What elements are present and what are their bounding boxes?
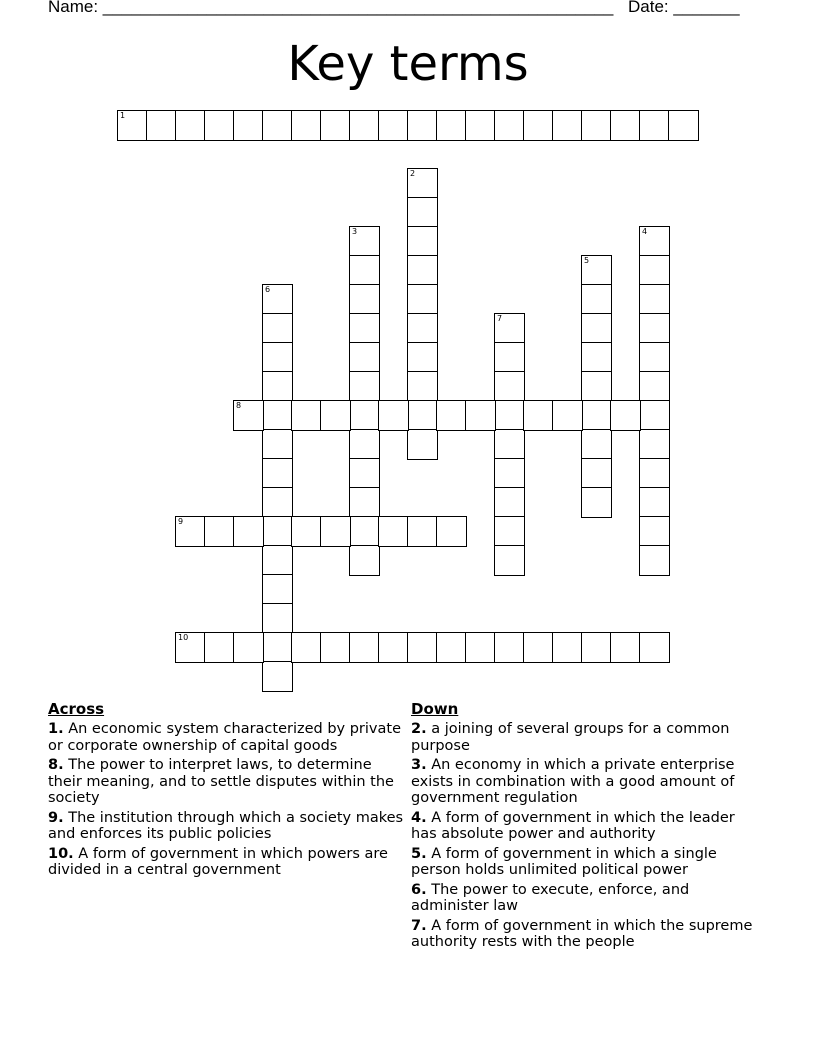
crossword-cell[interactable]	[262, 371, 293, 402]
crossword-cell[interactable]	[639, 632, 670, 663]
crossword-cell[interactable]	[378, 110, 409, 141]
crossword-cell[interactable]	[494, 458, 525, 489]
crossword-cell[interactable]	[262, 661, 293, 692]
crossword-cell[interactable]	[610, 632, 641, 663]
crossword-cell[interactable]	[262, 632, 293, 663]
name-field-label: Name: ______________________________________________________	[48, 0, 614, 16]
crossword-cell[interactable]	[494, 313, 525, 344]
crossword-cell[interactable]	[407, 255, 438, 286]
clue-down-7: 7. A form of government in which the supreme authority rests with the people	[411, 917, 753, 950]
clue-across-10: 10. A form of government in which powers are divided in a central government	[48, 845, 388, 878]
crossword-cell[interactable]	[349, 342, 380, 373]
crossword-cell[interactable]	[320, 110, 351, 141]
crossword-cell[interactable]	[233, 632, 264, 663]
crossword-cell[interactable]	[146, 110, 177, 141]
crossword-cell[interactable]	[523, 632, 554, 663]
crossword-cell[interactable]	[320, 632, 351, 663]
crossword-cell[interactable]	[349, 110, 380, 141]
crossword-cell[interactable]	[407, 226, 438, 257]
crossword-cell[interactable]	[349, 400, 380, 431]
crossword-cell[interactable]	[639, 226, 670, 257]
crossword-cell[interactable]	[407, 371, 438, 402]
crossword-cell[interactable]	[407, 429, 438, 460]
crossword-cell[interactable]	[581, 429, 612, 460]
crossword-cell[interactable]	[407, 342, 438, 373]
crossword-cell[interactable]	[581, 400, 612, 431]
crossword-cell[interactable]	[349, 284, 380, 315]
crossword-cell[interactable]	[407, 632, 438, 663]
cell-number: 8	[236, 401, 242, 410]
crossword-cell[interactable]	[233, 400, 264, 431]
crossword-cell[interactable]	[320, 400, 351, 431]
crossword-cell[interactable]	[378, 632, 409, 663]
crossword-cell[interactable]	[262, 342, 293, 373]
crossword-cell[interactable]	[494, 487, 525, 518]
crossword-cell[interactable]	[407, 197, 438, 228]
crossword-cell[interactable]	[494, 400, 525, 431]
crossword-cell[interactable]	[349, 313, 380, 344]
clue-down-4: 4. A form of government in which the leader has absolute power and authority	[411, 809, 735, 842]
crossword-cell[interactable]	[552, 632, 583, 663]
crossword-cell[interactable]	[291, 632, 322, 663]
crossword-cell[interactable]	[291, 516, 322, 547]
crossword-cell[interactable]	[581, 255, 612, 286]
crossword-cell[interactable]	[117, 110, 148, 141]
crossword-cell[interactable]	[262, 545, 293, 576]
crossword-cell[interactable]	[262, 429, 293, 460]
cell-number: 9	[178, 517, 184, 526]
crossword-cell[interactable]	[581, 284, 612, 315]
crossword-cell[interactable]	[262, 516, 293, 547]
crossword-cell[interactable]	[175, 110, 206, 141]
crossword-cell[interactable]	[581, 632, 612, 663]
clue-across-9: 9. The institution through which a society makes and enforces its public policies	[48, 809, 404, 842]
crossword-cell[interactable]	[407, 168, 438, 199]
crossword-cell[interactable]	[639, 545, 670, 576]
crossword-cell[interactable]	[523, 110, 554, 141]
crossword-cell[interactable]	[175, 632, 206, 663]
cell-number: 10	[178, 633, 189, 642]
crossword-cell[interactable]	[639, 429, 670, 460]
crossword-cell[interactable]	[668, 110, 699, 141]
crossword-cell[interactable]	[407, 110, 438, 141]
crossword-cell[interactable]	[436, 632, 467, 663]
clue-down-5: 5. A form of government in which a single person holds unlimited political power	[411, 845, 717, 878]
crossword-cell[interactable]	[204, 516, 235, 547]
crossword-cell[interactable]	[349, 371, 380, 402]
crossword-cell[interactable]	[552, 400, 583, 431]
crossword-cell[interactable]	[378, 516, 409, 547]
crossword-cell[interactable]	[436, 516, 467, 547]
crossword-cell[interactable]	[349, 255, 380, 286]
crossword-cell[interactable]	[349, 487, 380, 518]
clue-down-6: 6. The power to execute, enforce, and administer law	[411, 881, 690, 914]
crossword-cell[interactable]	[436, 110, 467, 141]
crossword-cell[interactable]	[349, 545, 380, 576]
crossword-cell[interactable]	[349, 632, 380, 663]
down-heading: Down	[411, 700, 459, 718]
clue-across-8: 8. The power to interpret laws, to determine their meaning, and to settle disputes within the society	[48, 757, 394, 806]
crossword-cell[interactable]	[204, 632, 235, 663]
crossword-cell[interactable]	[349, 226, 380, 257]
page-title: Key terms	[287, 36, 529, 92]
crossword-cell[interactable]	[407, 516, 438, 547]
crossword-cell[interactable]	[581, 313, 612, 344]
crossword-cell[interactable]	[378, 400, 409, 431]
crossword-cell[interactable]	[465, 110, 496, 141]
crossword-cell[interactable]	[407, 400, 438, 431]
crossword-cell[interactable]	[465, 632, 496, 663]
crossword-cell[interactable]	[291, 110, 322, 141]
crossword-cell[interactable]	[349, 458, 380, 489]
crossword-cell[interactable]	[204, 110, 235, 141]
crossword-cell[interactable]	[494, 429, 525, 460]
crossword-cell[interactable]	[639, 458, 670, 489]
crossword-cell[interactable]	[494, 342, 525, 373]
crossword-cell[interactable]	[262, 603, 293, 634]
crossword-cell[interactable]	[581, 371, 612, 402]
crossword-cell[interactable]	[639, 487, 670, 518]
crossword-cell[interactable]	[494, 545, 525, 576]
crossword-cell[interactable]	[262, 284, 293, 315]
crossword-cell[interactable]	[262, 458, 293, 489]
cell-number: 1	[120, 111, 126, 120]
crossword-cell[interactable]	[639, 400, 670, 431]
crossword-cell[interactable]	[407, 284, 438, 315]
crossword-cell[interactable]	[407, 313, 438, 344]
crossword-cell[interactable]	[494, 371, 525, 402]
crossword-cell[interactable]	[262, 487, 293, 518]
date-field-label: Date: _______	[628, 0, 740, 16]
down-clues	[411, 700, 761, 954]
crossword-cell[interactable]	[639, 371, 670, 402]
crossword-cell[interactable]	[233, 516, 264, 547]
crossword-cell[interactable]	[349, 516, 380, 547]
crossword-cell[interactable]	[639, 313, 670, 344]
crossword-cell[interactable]	[639, 284, 670, 315]
cell-number: 6	[265, 285, 271, 294]
crossword-cell[interactable]	[320, 516, 351, 547]
crossword-cell[interactable]	[494, 110, 525, 141]
crossword-cell[interactable]	[639, 255, 670, 286]
cell-number: 7	[497, 314, 503, 323]
crossword-cell[interactable]	[262, 110, 293, 141]
crossword-cell[interactable]	[175, 516, 206, 547]
cell-number: 2	[410, 169, 416, 178]
crossword-cell[interactable]	[581, 458, 612, 489]
crossword-cell[interactable]	[436, 400, 467, 431]
cell-number: 5	[584, 256, 590, 265]
cell-number: 4	[642, 227, 648, 236]
crossword-cell[interactable]	[291, 400, 322, 431]
crossword-cell[interactable]	[639, 110, 670, 141]
crossword-cell[interactable]	[262, 574, 293, 605]
clue-across-1: 1. An economic system characterized by private or corporate ownership of capital goods	[48, 721, 401, 754]
crossword-cell[interactable]	[610, 110, 641, 141]
crossword-cell[interactable]	[552, 110, 583, 141]
crossword-cell[interactable]	[233, 110, 264, 141]
crossword-cell[interactable]	[639, 516, 670, 547]
crossword-cell[interactable]	[581, 487, 612, 518]
crossword-cell[interactable]	[523, 400, 554, 431]
crossword-cell[interactable]	[262, 313, 293, 344]
clue-down-3: 3. An economy in which a private enterprise exists in combination with a good amount of government regulation	[411, 757, 735, 806]
cell-number: 3	[352, 227, 358, 236]
crossword-cell[interactable]	[465, 400, 496, 431]
crossword-cell[interactable]	[494, 516, 525, 547]
crossword-cell[interactable]	[610, 400, 641, 431]
crossword-cell[interactable]	[639, 342, 670, 373]
crossword-cell[interactable]	[494, 632, 525, 663]
clue-down-2: 2. a joining of several groups for a common purpose	[411, 721, 730, 754]
crossword-cell[interactable]	[262, 400, 293, 431]
across-heading: Across	[48, 700, 105, 718]
crossword-cell[interactable]	[581, 110, 612, 141]
crossword-cell[interactable]	[349, 429, 380, 460]
crossword-cell[interactable]	[581, 342, 612, 373]
across-clues	[48, 700, 408, 882]
